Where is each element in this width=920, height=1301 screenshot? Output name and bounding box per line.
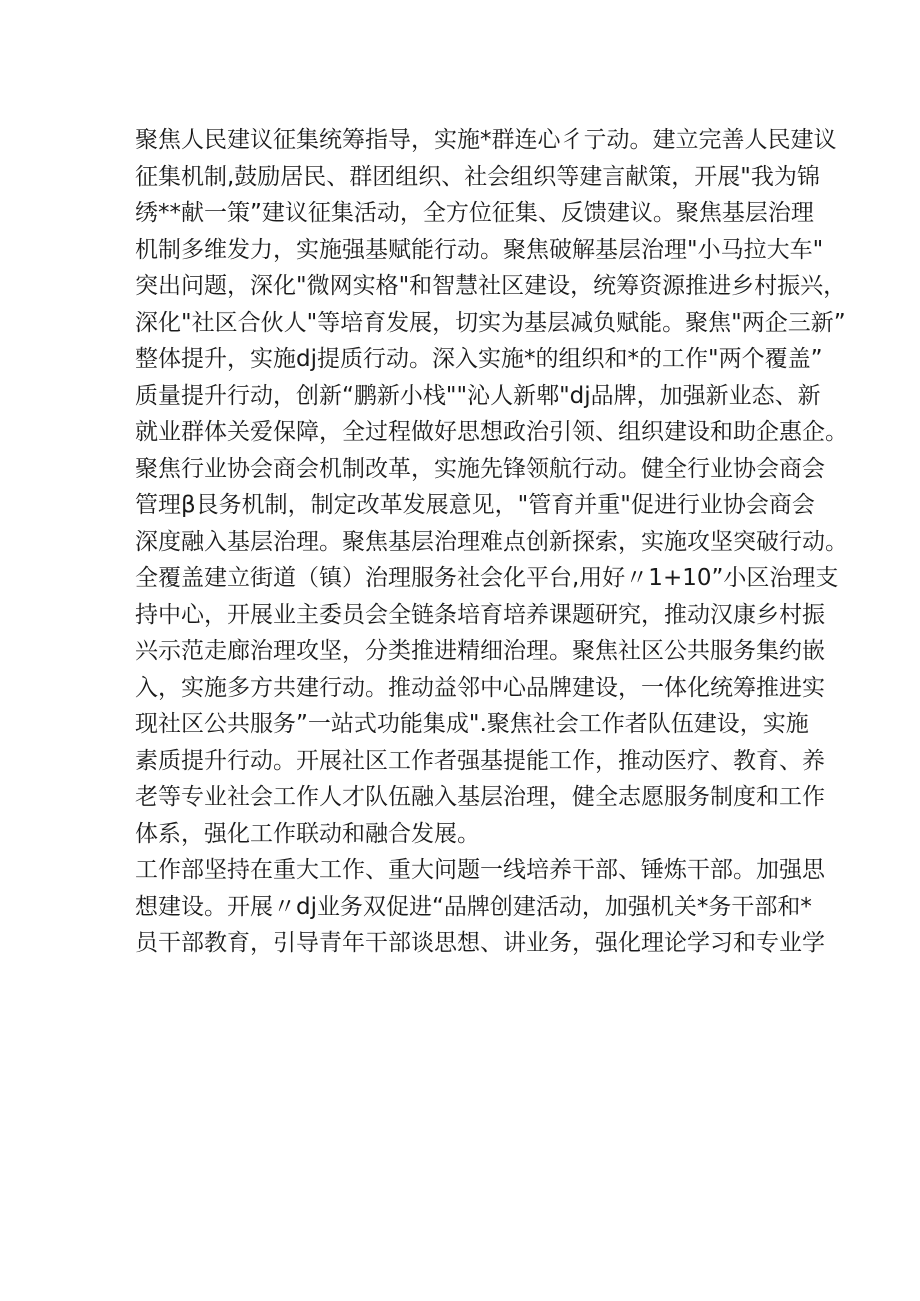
paragraph-2 [135,852,825,962]
text-line: 员干部教育，引导青年干部谈思想、讲业务，强化理论学习和专业学 [135,930,825,956]
text-line: 聚焦行业协会商会机制改革，实施先锋领航行动。健全行业协会商会 [135,455,825,482]
text-line: 素质提升行动。开展社区工作者强基提能工作，推动医疗、教育、养 [135,747,825,774]
text-line: 突出问题，深化"微网实格"和智慧社区建设，统筹资源推进乡村振兴， [135,273,847,299]
text-line: 工作部坚持在重大工作、重大问题一线培养干部、锤炼干部。加强思 [135,857,825,883]
text-line: 绣**献一策”建议征集活动，全方位征集、反馈建议。聚焦基层治理 [135,200,814,226]
text-line: 深化"社区合伙人"等培育发展，切实为基层减负赋能。聚焦"两企三新” [135,309,846,336]
text-line: 征集机制,鼓励居民、群团组织、社会组织等建言献策，开展"我为锦 [135,163,820,190]
text-line: 聚焦人民建议征集统筹指导，实施*群连心彳亍动。建立完善人民建议 [135,127,837,153]
text-line: 全覆盖建立街道（镇）治理服务社会化平台,用好〃1+10”小区治理支 [135,565,839,591]
paragraph-1 [135,122,848,852]
text-line: 体系，强化工作联动和融合发展。 [135,820,480,847]
text-line: 持中心，开展业主委员会全链条培育培养课题研究，推动汉康乡村振 [135,601,825,628]
text-line: 深度融入基层治理。聚焦基层治理难点创新探索，实施攻坚突破行动。 [135,528,848,555]
text-line: 现社区公共服务”一站式功能集成".聚焦社会工作者队伍建设，实施 [135,711,809,737]
text-line: 质量提升行动，创新“鹏新小栈""沁人新郫"dj品牌，加强新业态、新 [135,382,821,409]
text-line: 想建设。开展〃dj业务双促进“品牌创建活动，加强机关*务干部和* [135,893,812,920]
text-line: 整体提升，实施dj提质行动。深入实施*的组织和*的工作"两个覆盖” [135,346,823,372]
text-line: 老等专业社会工作人才队伍融入基层治理，健全志愿服务制度和工作 [135,784,825,810]
text-line: 就业群体关爱保障，全过程做好思想政治引领、组织建设和助企惠企。 [135,419,848,445]
text-line: 兴示范走廊治理攻坚，分类推进精细治理。聚焦社区公共服务集约嵌 [135,638,825,664]
document-body [135,122,848,962]
text-line: 管理β艮务机制，制定改革发展意见，"管育并重"促进行业协会商会 [135,492,815,518]
text-line: 机制多维发力，实施强基赋能行动。聚焦破解基层治理"小马拉大车" [135,236,824,263]
text-line: 入，实施多方共建行动。推动益邻中心品牌建设，一体化统筹推进实 [135,674,825,701]
